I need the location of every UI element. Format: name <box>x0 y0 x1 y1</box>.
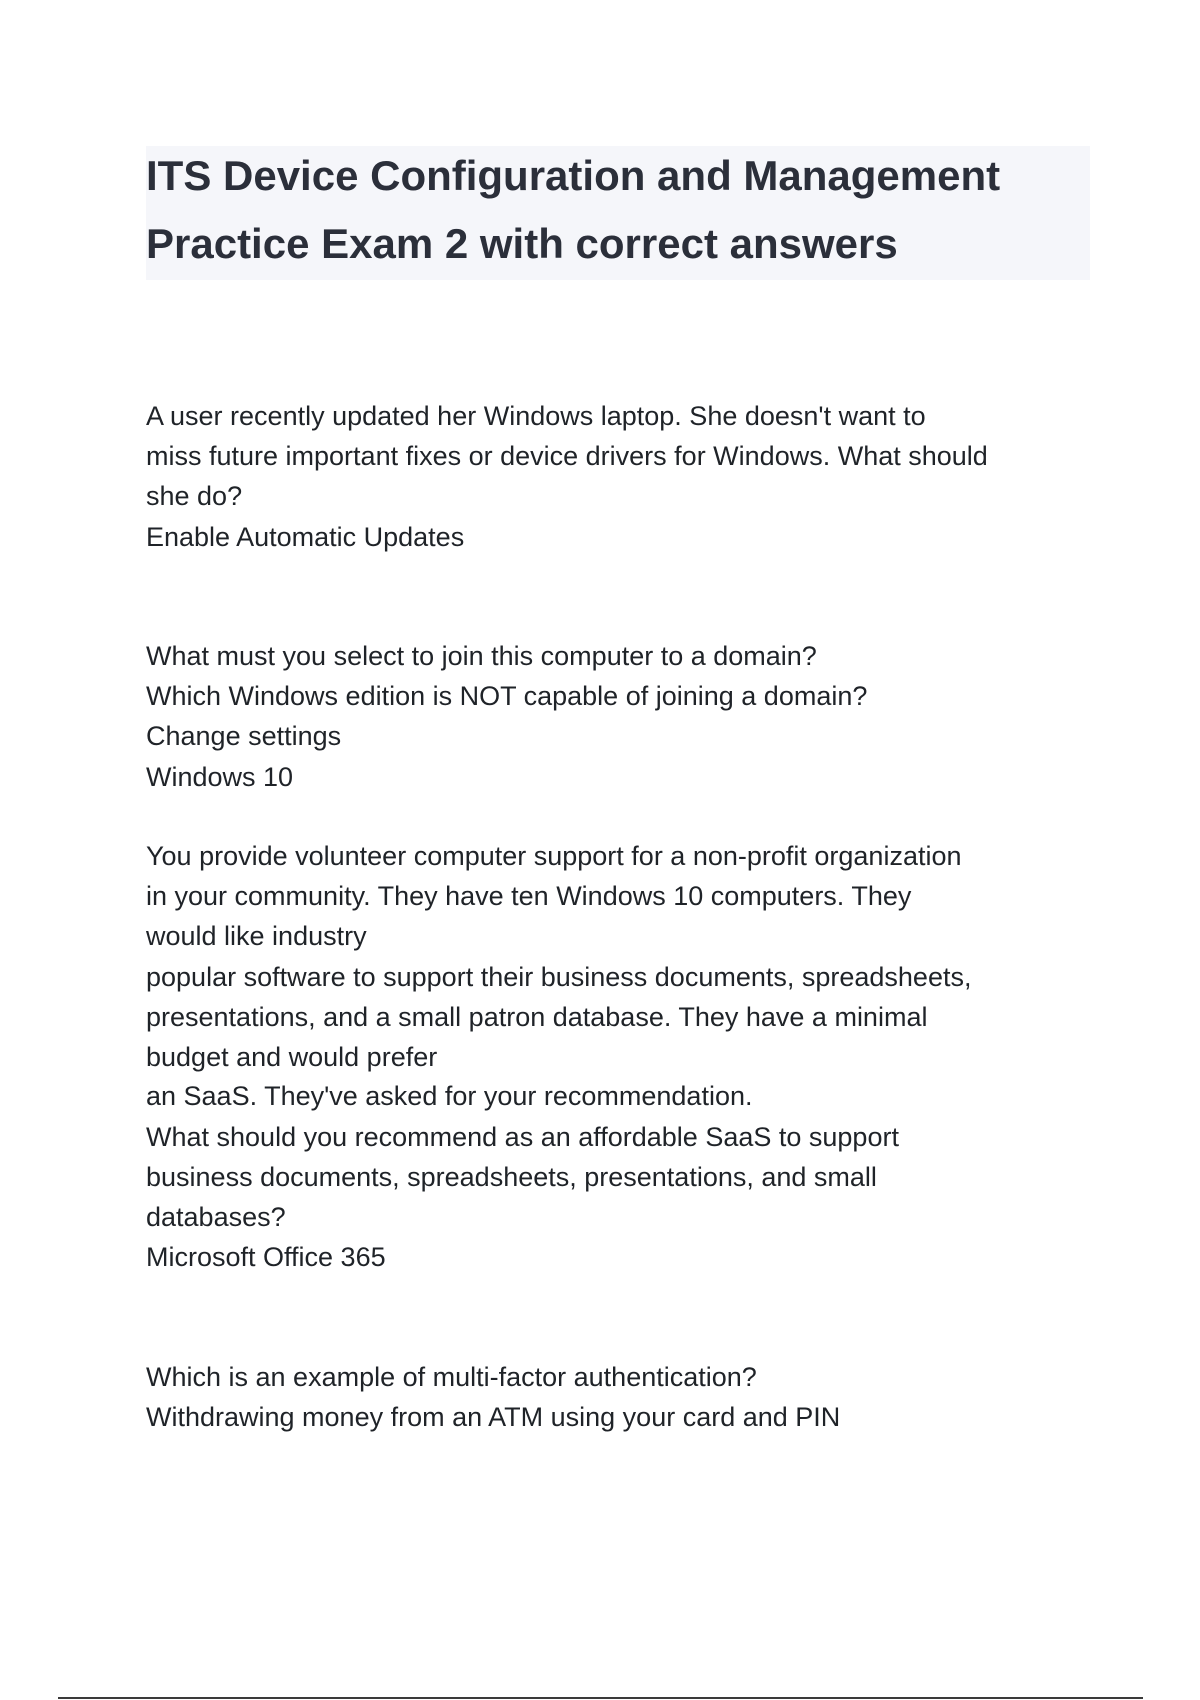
question-3-line-6: budget and would prefer <box>146 1042 438 1072</box>
question-3-line-4: popular software to support their business documents, spreadsheets, <box>146 962 972 992</box>
question-1-line-2: miss future important fixes or device drivers for Windows. What should <box>146 441 988 471</box>
question-2-line-2: Which Windows edition is NOT capable of joining a domain? <box>146 681 868 711</box>
question-3-line-7: an SaaS. They've asked for your recommendation. <box>146 1081 753 1111</box>
document-title-line-1: ITS Device Configuration and Management <box>146 152 1001 199</box>
question-3-line-1: You provide volunteer computer support for a non-profit organization <box>146 841 962 871</box>
footer-rule <box>58 1697 1143 1699</box>
answer-4: Withdrawing money from an ATM using your card and PIN <box>146 1402 841 1432</box>
answer-1: Enable Automatic Updates <box>146 522 465 552</box>
answer-3: Microsoft Office 365 <box>146 1242 386 1272</box>
question-3-line-5: presentations, and a small patron database. They have a minimal <box>146 1002 928 1032</box>
question-3-line-8: What should you recommend as an affordable SaaS to support <box>146 1122 899 1152</box>
question-3-line-9: business documents, spreadsheets, presentations, and small <box>146 1162 877 1192</box>
question-3-line-10: databases? <box>146 1202 286 1232</box>
question-3-line-3: would like industry <box>146 921 367 951</box>
answer-2-line-1: Change settings <box>146 721 342 751</box>
question-2-line-1: What must you select to join this computer to a domain? <box>146 641 817 671</box>
question-1-line-1: A user recently updated her Windows laptop. She doesn't want to <box>146 401 926 431</box>
question-1-line-3: she do? <box>146 481 243 511</box>
document-title-block <box>146 146 1090 280</box>
question-3-line-2: in your community. They have ten Windows 10 computers. They <box>146 881 912 911</box>
answer-2-line-2: Windows 10 <box>146 762 294 792</box>
document-title-line-2: Practice Exam 2 with correct answers <box>146 220 898 267</box>
question-4-line-1: Which is an example of multi-factor authentication? <box>146 1362 757 1392</box>
